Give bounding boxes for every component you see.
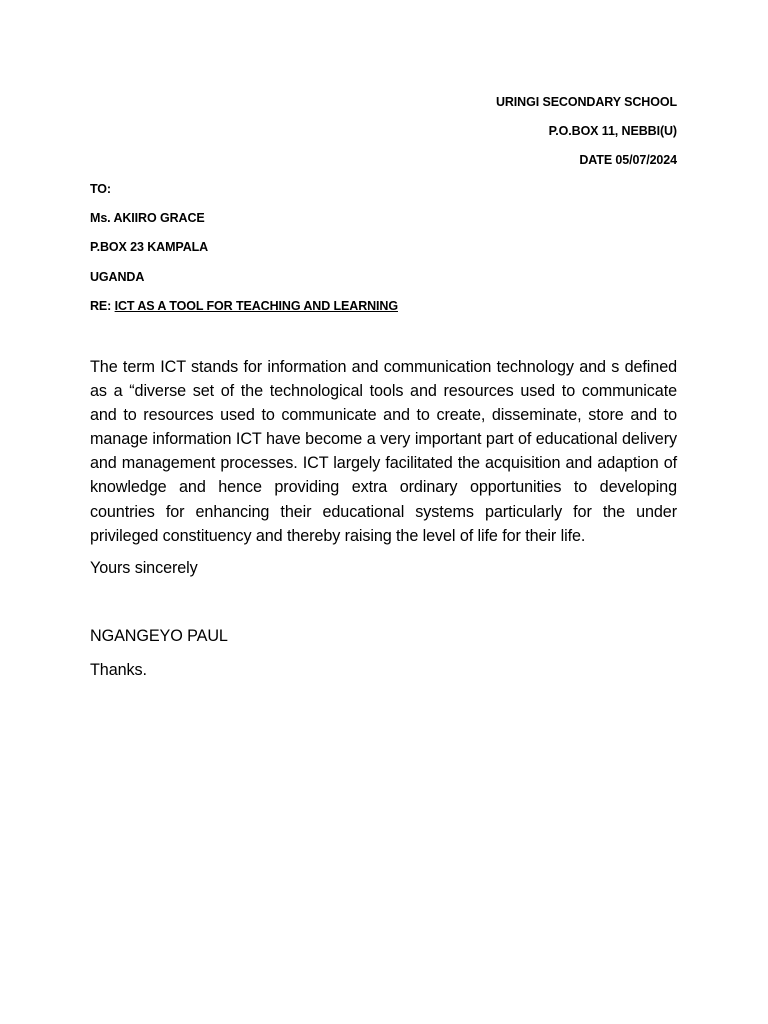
signature-name: NGANGEYO PAUL [90,627,228,645]
sender-school: URINGI SECONDARY SCHOOL [495,95,677,109]
recipient-name: Ms. AKIIRO GRACE [90,211,205,225]
subject-prefix: RE: [90,299,115,313]
recipient-address: P.BOX 23 KAMPALA [90,240,209,254]
letter-body: The term ICT stands for information and communication technology and s defined as a “diverse set of the technological tools and resources used to communicate and to resources used to communicate and to create, disseminate, store and to manage information ICT have become a very important part of educational delivery and management processes. ICT largely facilitated the acquisition and adaption of knowledge and hence providing extra ordinary opportunities to developing countries for enhancing their educational systems particularly for the under privileged constituency and thereby raising the level of life for their life. [90,358,677,545]
sender-address: P.O.BOX 11, NEBBI(U) [548,124,677,138]
closing-text: Yours sincerely [90,559,198,577]
recipient-country: UGANDA [90,270,145,284]
subject-line [90,299,398,314]
postscript-text: Thanks. [90,661,147,679]
to-label: TO: [90,182,111,196]
letter-date: DATE 05/07/2024 [579,153,677,167]
subject-text: ICT AS A TOOL FOR TEACHING AND LEARNING [114,299,398,313]
